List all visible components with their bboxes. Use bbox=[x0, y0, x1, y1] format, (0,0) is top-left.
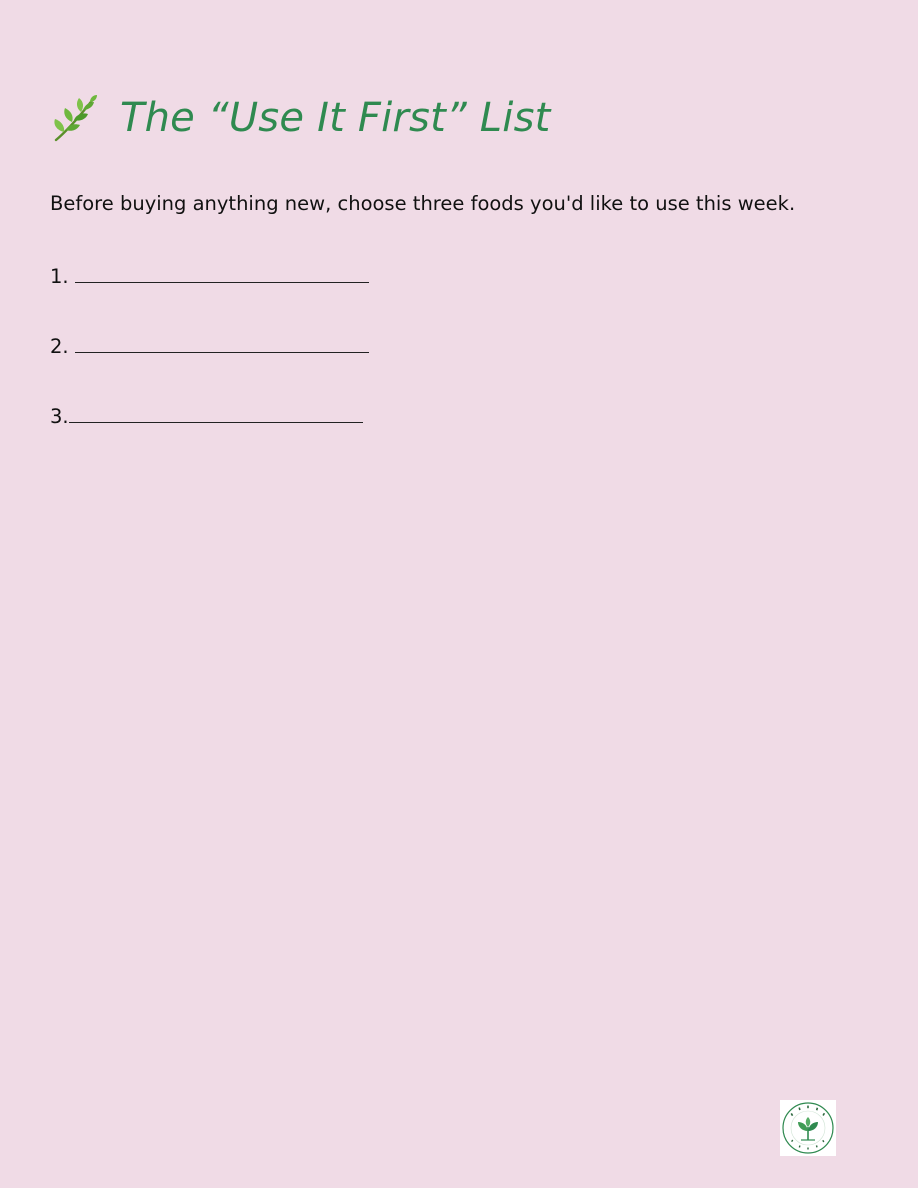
brand-logo bbox=[780, 1100, 836, 1156]
intro-lead: Before buying anything new, choose bbox=[50, 192, 413, 215]
list-item-label: 2. bbox=[50, 335, 75, 358]
list-item-1 bbox=[50, 262, 369, 288]
intro-emphasis: three foods you'd like to use this week. bbox=[412, 192, 796, 215]
page-title: The “Use It First” List bbox=[120, 95, 551, 141]
blank-line-3[interactable] bbox=[69, 402, 363, 423]
list-item-2 bbox=[50, 332, 369, 358]
list-item-label: 3. bbox=[50, 405, 69, 428]
list-item-3 bbox=[50, 402, 363, 428]
intro-text bbox=[50, 191, 795, 217]
title-row bbox=[50, 92, 551, 144]
list-item-label: 1. bbox=[50, 265, 75, 288]
brand-logo-icon bbox=[780, 1100, 836, 1156]
blank-line-2[interactable] bbox=[75, 332, 369, 353]
blank-line-1[interactable] bbox=[75, 262, 369, 283]
herb-icon bbox=[50, 92, 102, 144]
